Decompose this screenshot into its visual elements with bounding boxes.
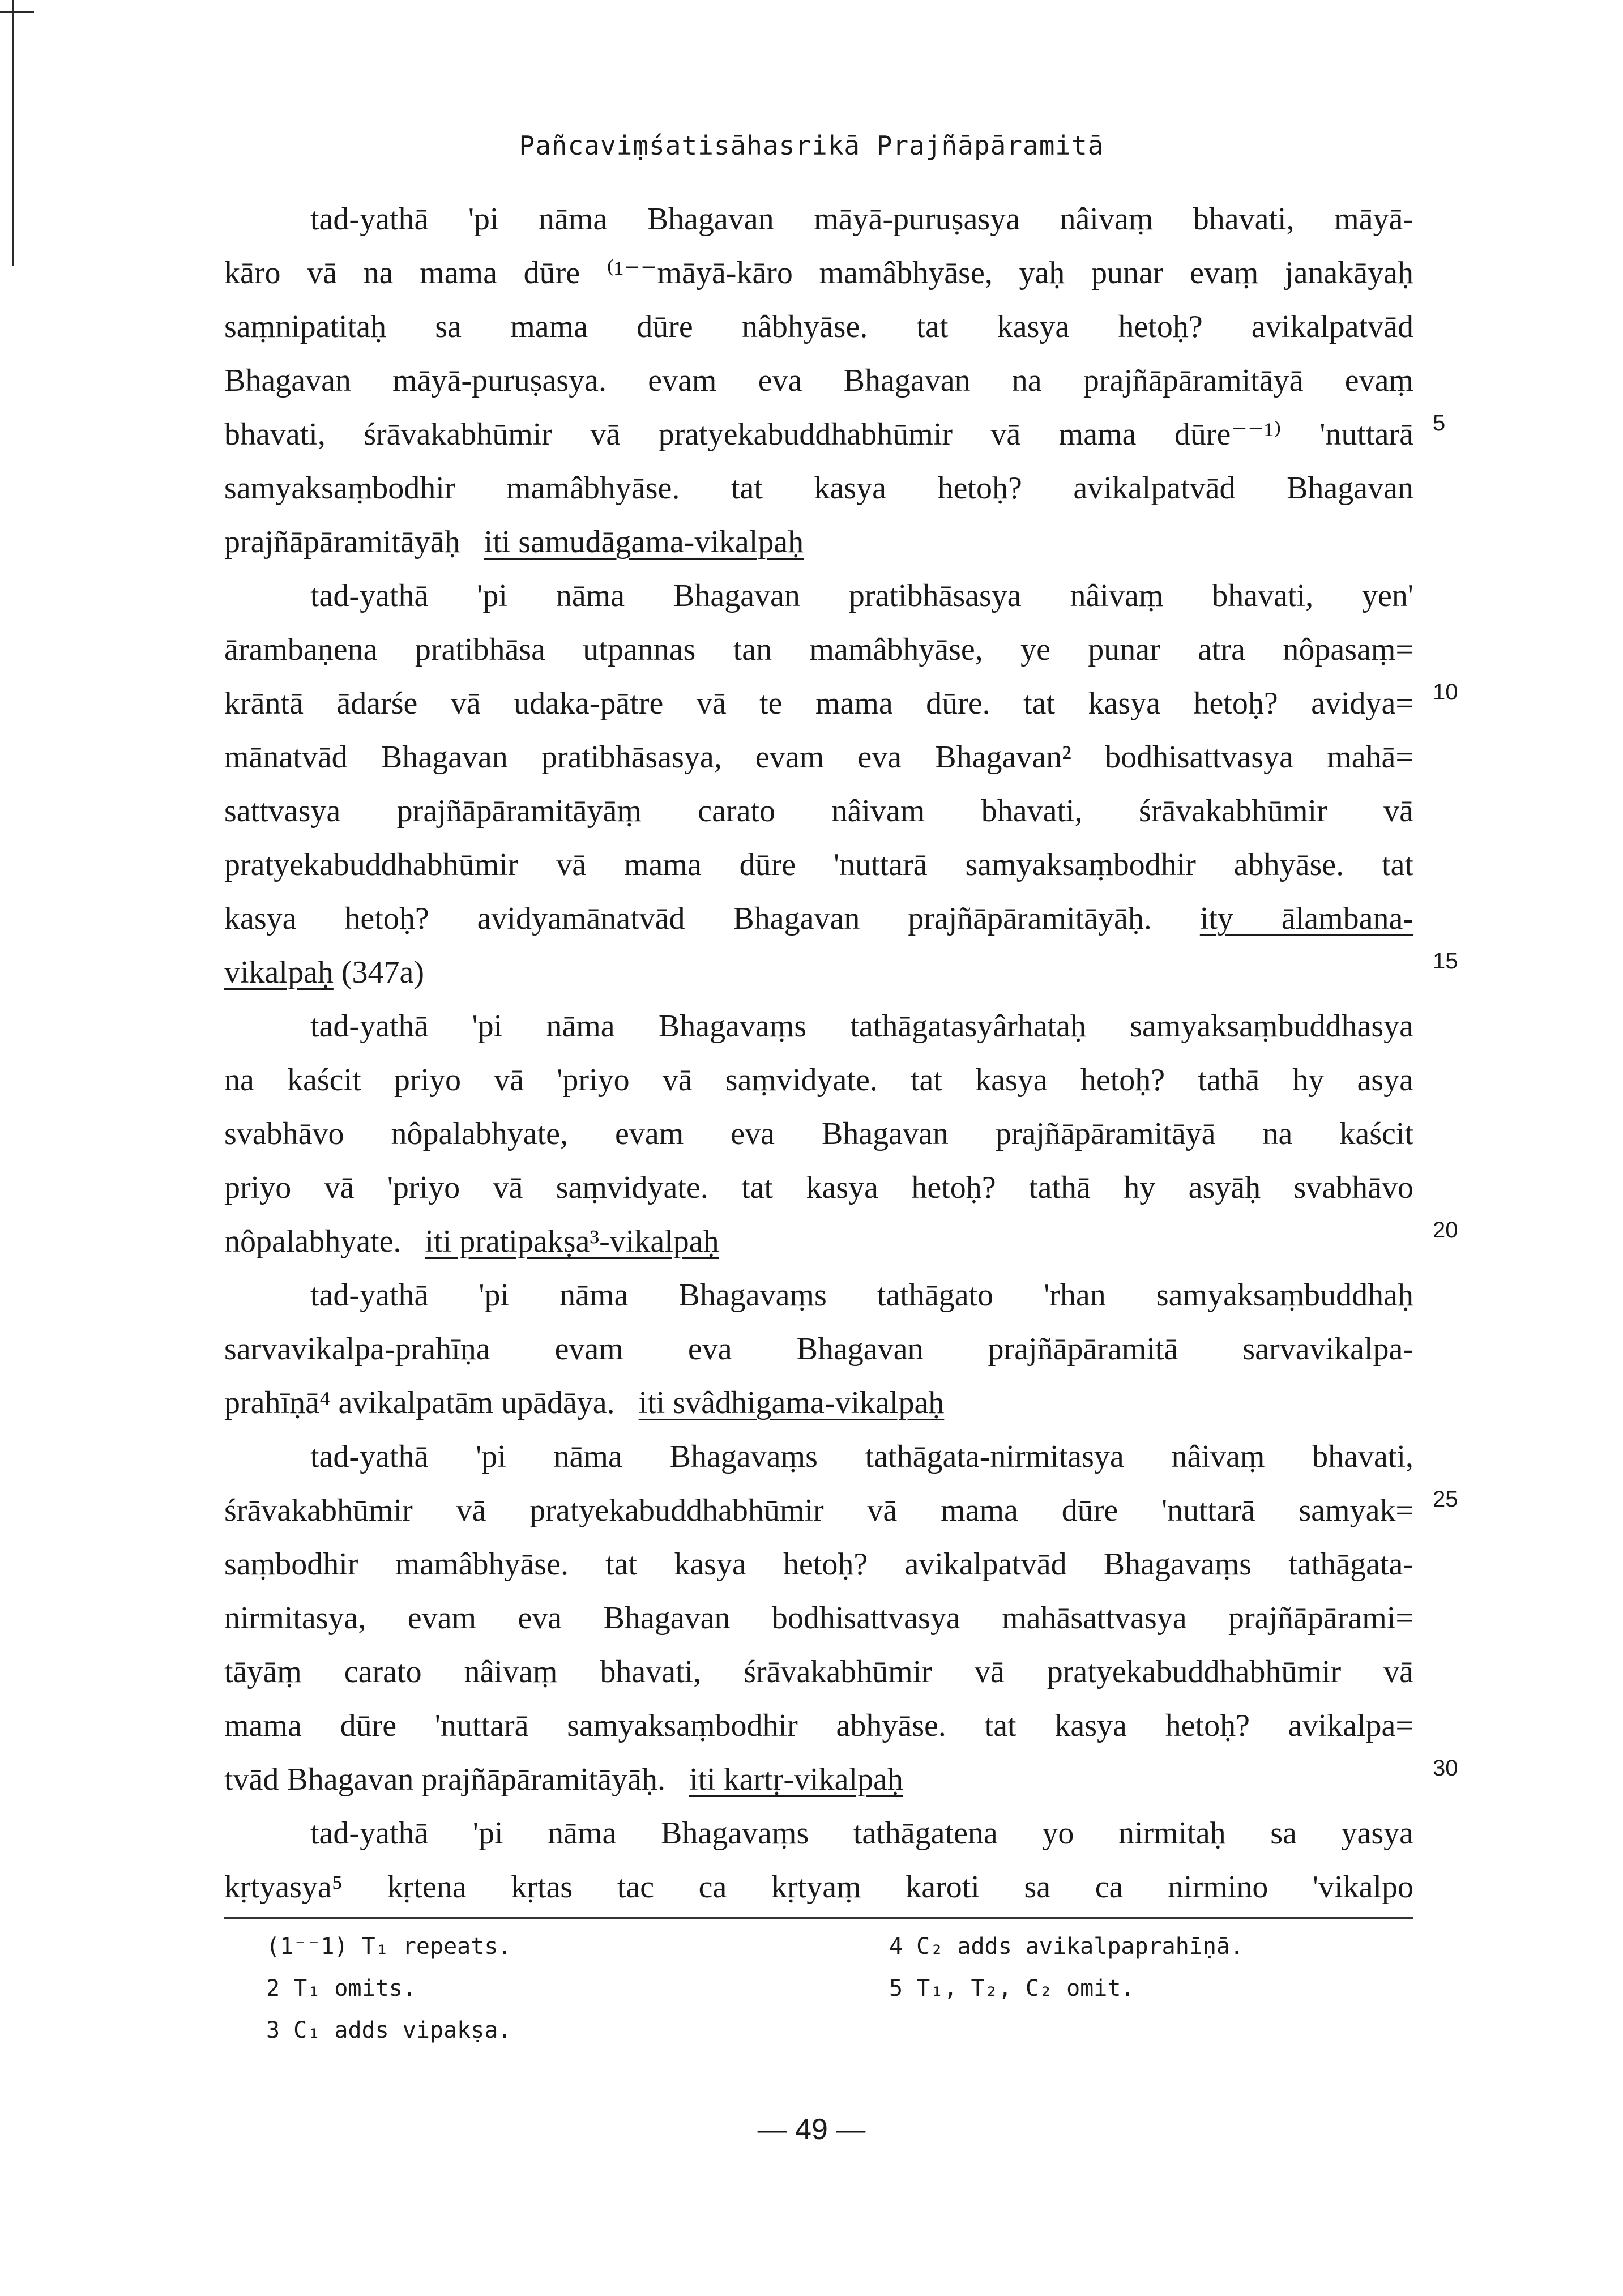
text-line: tad-yathā 'pi nāma Bhagavan māyā-puruṣasya nâivaṃ bhavati, māyā- bbox=[310, 202, 1413, 237]
line-number: 20 bbox=[1433, 1218, 1458, 1243]
text-segment: nôpalabhyate. bbox=[224, 1224, 402, 1259]
text-line: bhavati, śrāvakabhūmir vā pratyekabuddhabhūmir vā mama dūre⁻⁻¹⁾ 'nuttarā bbox=[224, 417, 1413, 452]
text-line bbox=[224, 946, 1413, 1000]
text-line: mama dūre 'nuttarā samyaksaṃbodhir abhyāse. tat kasya hetoḥ? avikalpa= bbox=[224, 1708, 1413, 1743]
footnote-separator bbox=[224, 1917, 1413, 1919]
footnotes-left bbox=[266, 1926, 511, 2051]
line-number: 30 bbox=[1433, 1756, 1458, 1781]
footnote: 5 T₁, T₂, C₂ omit. bbox=[889, 1975, 1135, 2001]
text-line: tad-yathā 'pi nāma Bhagavaṃs tathāgatena yo nirmitaḥ sa yasya bbox=[310, 1816, 1413, 1851]
text-line: samyaksaṃbodhir mamâbhyāse. tat kasya hetoḥ? avikalpatvād Bhagavan bbox=[224, 471, 1413, 506]
vikalpa-heading: iti samudāgama-vikalpaḥ bbox=[484, 524, 804, 560]
line-number: 15 bbox=[1433, 949, 1458, 974]
text-line: mānatvād Bhagavan pratibhāsasya, evam eva Bhagavan² bodhisattvasya mahā= bbox=[224, 740, 1413, 775]
text-line: tad-yathā 'pi nāma Bhagavan pratibhāsasya nâivaṃ bhavati, yen' bbox=[310, 578, 1413, 613]
text-line: saṃnipatitaḥ sa mama dūre nâbhyāse. tat kasya hetoḥ? avikalpatvād bbox=[224, 309, 1413, 344]
text-line: tad-yathā 'pi nāma Bhagavaṃs tathāgato 'rhan samyaksaṃbuddhaḥ bbox=[310, 1278, 1413, 1313]
vikalpa-heading: iti kartṛ-vikalpaḥ bbox=[689, 1762, 903, 1797]
footnotes-right bbox=[889, 1926, 1244, 2009]
folio-reference: (347a) bbox=[341, 955, 424, 990]
text-line: kāro vā na mama dūre ⁽¹⁻⁻māyā-kāro mamâbhyāse, yaḥ punar evaṃ janakāyaḥ bbox=[224, 255, 1413, 291]
running-head: Pañcaviṃśatisāhasrikā Prajñāpāramitā bbox=[519, 130, 1104, 161]
vikalpa-heading: iti svâdhigama-vikalpaḥ bbox=[638, 1385, 945, 1420]
text-line: śrāvakabhūmir vā pratyekabuddhabhūmir vā mama dūre 'nuttarā samyak= bbox=[224, 1493, 1413, 1528]
text-line bbox=[224, 515, 1413, 569]
text-line: Bhagavan māyā-puruṣasya. evam eva Bhagavan na prajñāpāramitāyā evaṃ bbox=[224, 363, 1413, 398]
text-line: tad-yathā 'pi nāma Bhagavaṃs tathāgata-nirmitasya nâivaṃ bhavati, bbox=[310, 1439, 1413, 1474]
text-line bbox=[224, 892, 1413, 946]
page-number: — 49 — bbox=[757, 2113, 866, 2146]
line-number: 25 bbox=[1433, 1487, 1458, 1512]
text-line: krāntā ādarśe vā udaka-pātre vā te mama dūre. tat kasya hetoḥ? avidya= bbox=[224, 686, 1413, 721]
text-line: sarvavikalpa-prahīṇa evam eva Bhagavan prajñāpāramitā sarvavikalpa- bbox=[224, 1331, 1413, 1367]
text-segment: tvād Bhagavan prajñāpāramitāyāḥ. bbox=[224, 1762, 665, 1797]
text-line: saṃbodhir mamâbhyāse. tat kasya hetoḥ? avikalpatvād Bhagavaṃs tathāgata- bbox=[224, 1547, 1413, 1582]
main-text bbox=[224, 193, 1413, 1914]
vikalpa-heading: vikalpaḥ bbox=[224, 955, 334, 990]
text-line: kṛtyasya⁵ kṛtena kṛtas tac ca kṛtyaṃ karoti sa ca nirmino 'vikalpo bbox=[224, 1870, 1413, 1905]
text-line: tāyāṃ carato nâivaṃ bhavati, śrāvakabhūmir vā pratyekabuddhabhūmir vā bbox=[224, 1654, 1413, 1689]
footnote: (1⁻⁻1) T₁ repeats. bbox=[266, 1934, 512, 1960]
text-line: pratyekabuddhabhūmir vā mama dūre 'nuttarā samyaksaṃbodhir abhyāse. tat bbox=[224, 847, 1413, 882]
vikalpa-heading: ity ālambana- bbox=[1199, 901, 1414, 936]
text-line: ārambaṇena pratibhāsa utpannas tan mamâbhyāse, ye punar atra nôpasaṃ= bbox=[224, 632, 1413, 667]
scan-corner-mark bbox=[0, 11, 34, 13]
text-line: priyo vā 'priyo vā saṃvidyate. tat kasya hetoḥ? tathā hy asyāḥ svabhāvo bbox=[224, 1170, 1413, 1205]
text-line bbox=[224, 1753, 1413, 1807]
text-line: na kaścit priyo vā 'priyo vā saṃvidyate. tat kasya hetoḥ? tathā hy asya bbox=[224, 1062, 1413, 1098]
footnote: 4 C₂ adds avikalpaprahīṇā. bbox=[889, 1934, 1244, 1960]
text-segment: prahīṇā⁴ avikalpatām upādāya. bbox=[224, 1385, 615, 1420]
vikalpa-heading: iti pratipakṣa³-vikalpaḥ bbox=[425, 1224, 719, 1259]
line-number: 10 bbox=[1433, 680, 1458, 705]
text-line bbox=[224, 1376, 1413, 1430]
text-line: tad-yathā 'pi nāma Bhagavaṃs tathāgatasyârhataḥ samyaksaṃbuddhasya bbox=[310, 1009, 1413, 1044]
line-number: 5 bbox=[1433, 411, 1446, 436]
text-line: svabhāvo nôpalabhyate, evam eva Bhagavan prajñāpāramitāyā na kaścit bbox=[224, 1116, 1413, 1151]
text-segment: kasya hetoḥ? avidyamānatvād Bhagavan prajñāpāramitāyāḥ. bbox=[224, 901, 1152, 936]
text-line: sattvasya prajñāpāramitāyāṃ carato nâivam bhavati, śrāvakabhūmir vā bbox=[224, 793, 1413, 829]
text-line bbox=[224, 1215, 1413, 1269]
footnote: 2 T₁ omits. bbox=[266, 1975, 416, 2001]
text-line: nirmitasya, evam eva Bhagavan bodhisattvasya mahāsattvasya prajñāpārami= bbox=[224, 1601, 1413, 1636]
footnote: 3 C₁ adds vipakṣa. bbox=[266, 2017, 512, 2043]
text-segment: prajñāpāramitāyāḥ bbox=[224, 524, 460, 560]
